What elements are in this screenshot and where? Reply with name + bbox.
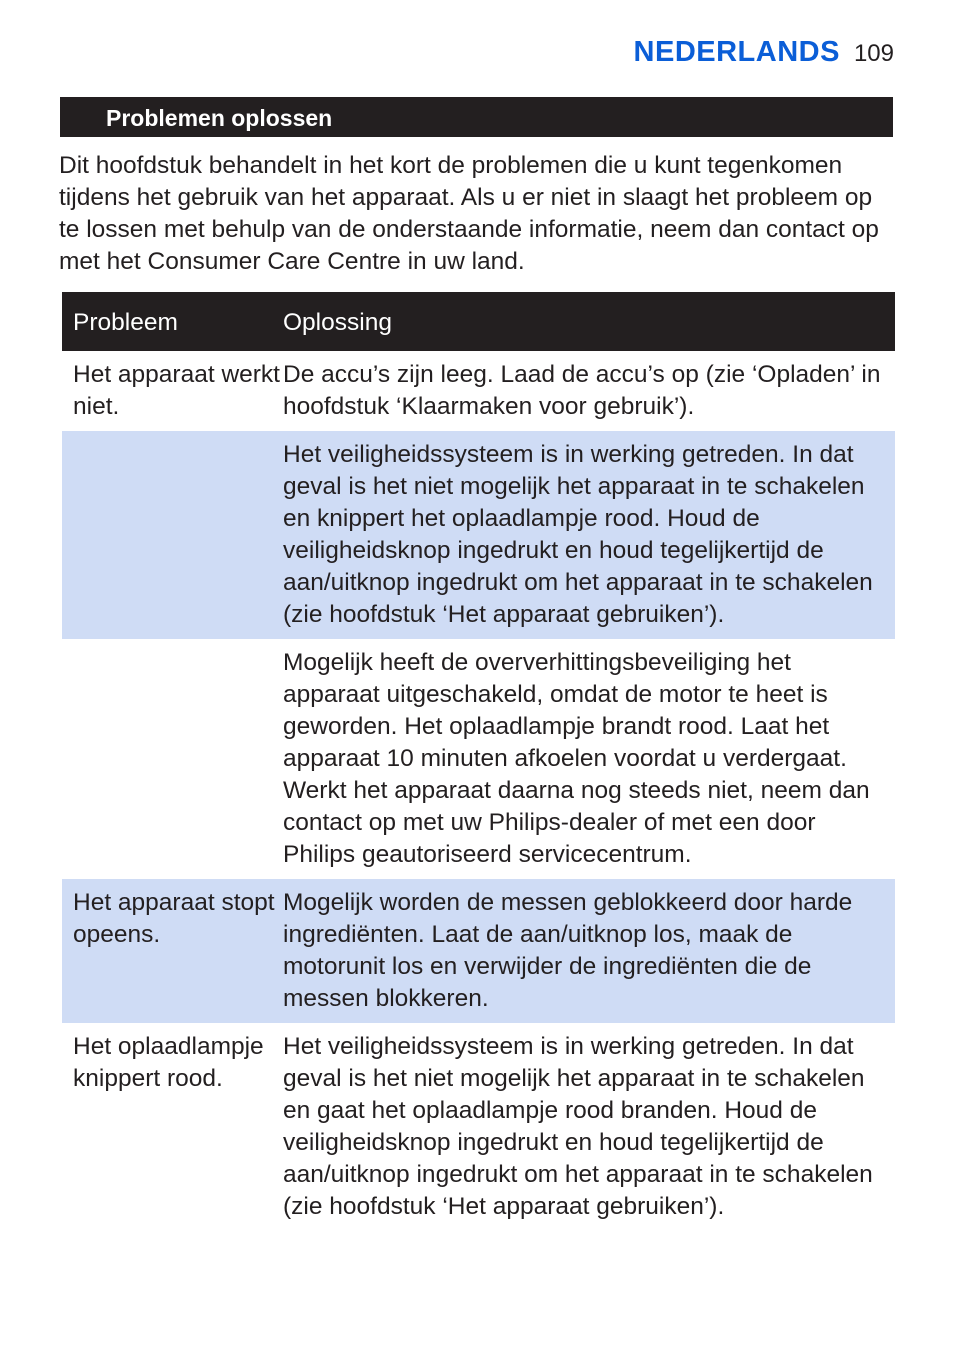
table-row — [62, 639, 895, 879]
table-row — [62, 879, 895, 1023]
column-header-solution: Oplossing — [283, 308, 392, 336]
section-heading: Problemen oplossen — [60, 97, 893, 137]
table-row — [62, 351, 895, 431]
solution-cell: Mogelijk worden de messen geblokkeerd door harde ingrediënten. Laat de aan/uitknop los, maak de motorunit los en verwijder de ingrediënten die de messen blokkeren. — [283, 889, 853, 1012]
table-row — [62, 431, 895, 639]
language-label: NEDERLANDS — [633, 36, 840, 68]
table-header-row — [62, 292, 895, 351]
troubleshooting-table — [62, 292, 895, 1231]
solution-cell: Het veiligheidssysteem is in werking getreden. In dat geval is het niet mogelijk het apparaat in te schakelen en gaat het oplaadlampje rood branden. Houd de veiligheidsknop ingedrukt en houd tegelijkertijd de aan/uitknop ingedrukt om het apparaat in te schakelen (zie hoofdstuk ‘Het apparaat gebruiken’). — [283, 1033, 873, 1220]
page-header — [634, 36, 894, 69]
solution-cell: Mogelijk heeft de oververhittingsbeveiliging het apparaat uitgeschakeld, omdat de motor te heet is geworden. Het oplaadlampje brandt rood. Laat het apparaat 10 minuten afkoelen voordat u verdergaat. Werkt het apparaat daarna nog steeds niet, neem dan contact op met uw Philips-dealer of met een door Philips geautoriseerd servicecentrum. — [283, 649, 870, 868]
problem-cell: Het apparaat werkt niet. — [73, 361, 280, 420]
table-row — [62, 1023, 895, 1231]
column-header-problem: Probleem — [73, 308, 178, 336]
page-number: 109 — [853, 40, 894, 67]
solution-cell: De accu’s zijn leeg. Laad de accu’s op (zie ‘Opladen’ in hoofdstuk ‘Klaarmaken voor gebruik’). — [283, 361, 881, 420]
intro-paragraph: Dit hoofdstuk behandelt in het kort de problemen die u kunt tegenkomen tijdens het gebruik van het apparaat. Als u er niet in slaagt het probleem op te lossen met behulp van de onderstaande informatie, neem dan contact op met het Consumer Care Centre in uw land. — [59, 152, 879, 275]
problem-cell — [62, 431, 283, 639]
problem-cell: Het oplaadlampje knippert rood. — [73, 1033, 264, 1092]
solution-cell: Het veiligheidssysteem is in werking getreden. In dat geval is het niet mogelijk het apparaat in te schakelen en knippert het oplaadlampje rood. Houd de veiligheidsknop ingedrukt en houd tegelijkertijd de aan/uitknop ingedrukt om het apparaat in te schakelen (zie hoofdstuk ‘Het apparaat gebruiken’). — [283, 441, 873, 628]
problem-cell: Het apparaat stopt opeens. — [73, 889, 275, 948]
problem-cell — [62, 639, 283, 879]
